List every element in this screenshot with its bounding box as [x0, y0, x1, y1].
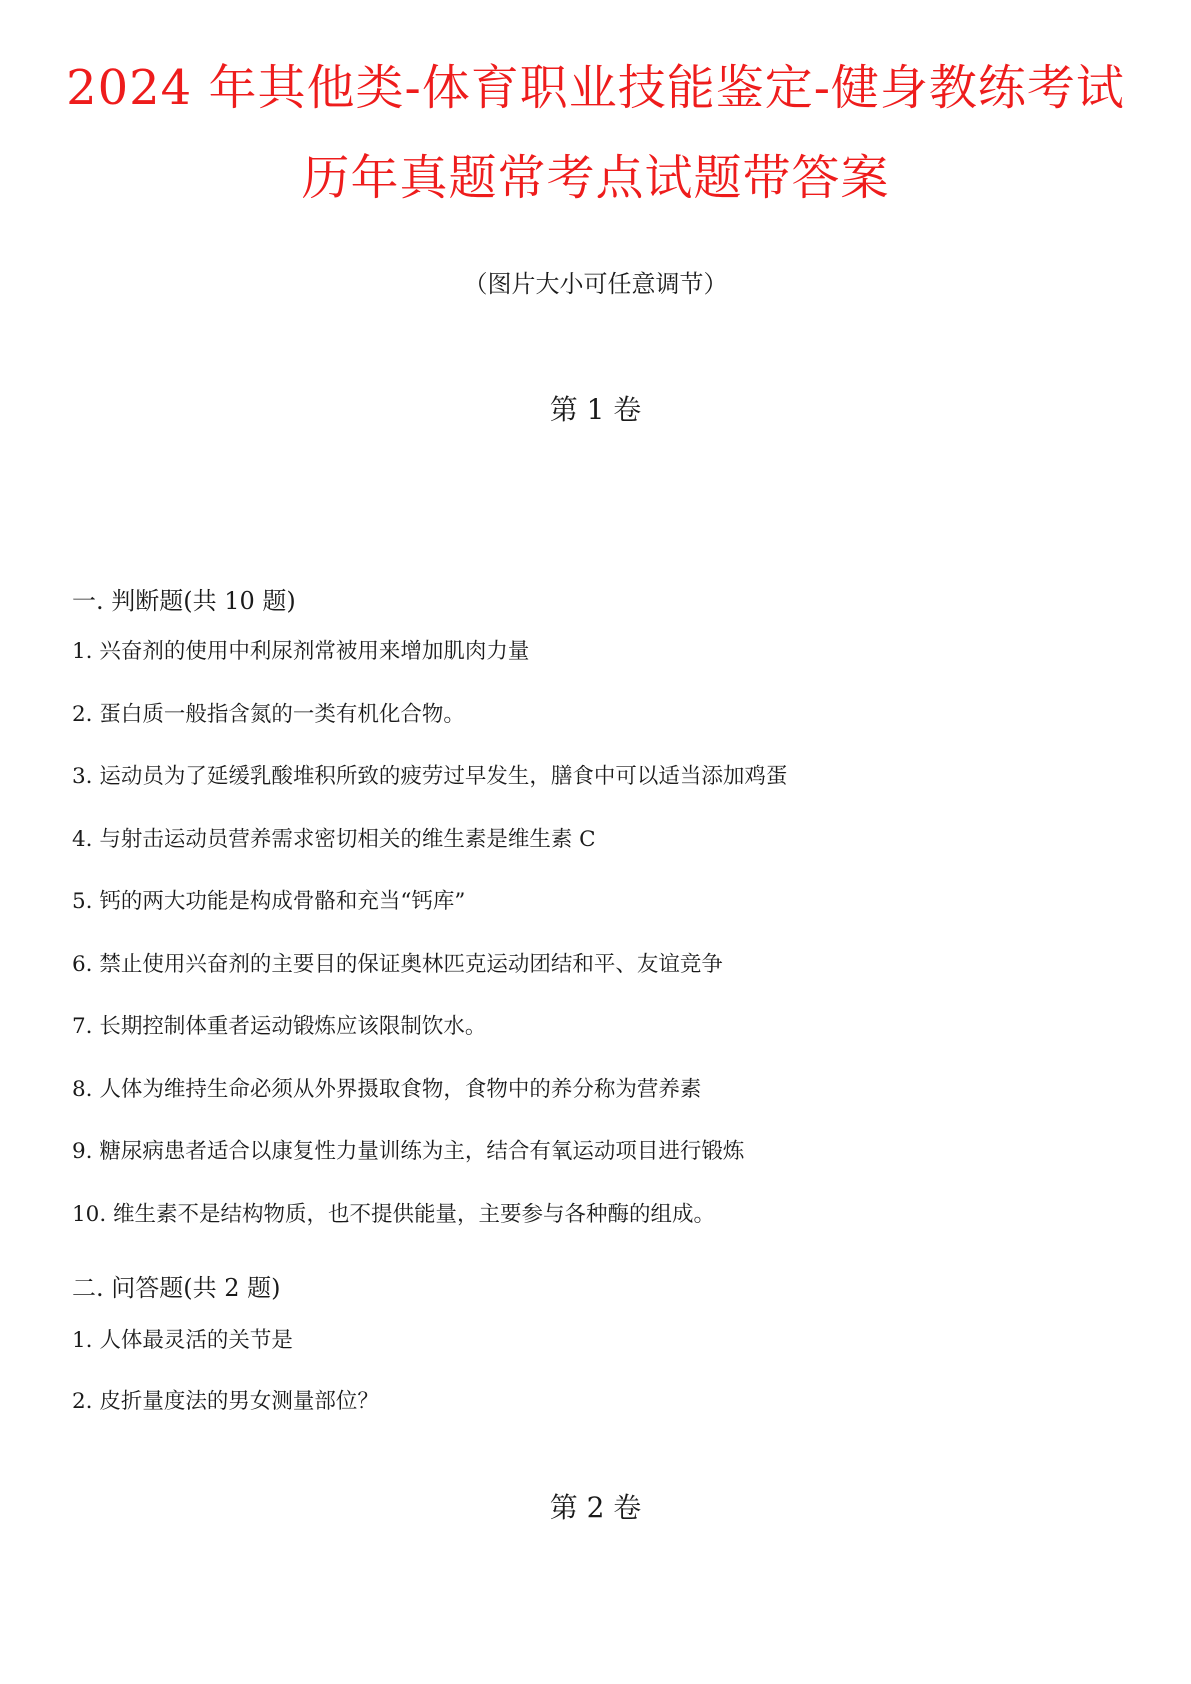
section-heading-true-false: 一. 判断题(共 10 题) [72, 587, 296, 615]
document-title-line-1: 2024 年其他类-体育职业技能鉴定-健身教练考试 [66, 60, 1125, 116]
section-heading-short-answer: 二. 问答题(共 2 题) [72, 1274, 281, 1302]
question-item: 5. 钙的两大功能是构成骨骼和充当“钙库” [72, 889, 466, 914]
document-title-line-2: 历年真题常考点试题带答案 [301, 150, 890, 206]
short-answer-question-list [72, 1326, 1132, 1417]
short-answer-section [72, 1272, 1132, 1448]
question-item: 2. 皮折量度法的男女测量部位？ [72, 1389, 379, 1414]
question-item: 8. 人体为维持生命必须从外界摄取食物，食物中的养分称为营养素 [72, 1076, 702, 1102]
question-item: 1. 人体最灵活的关节是 [72, 1328, 293, 1353]
question-item: 4. 与射击运动员营养需求密切相关的维生素是维生素 C [72, 826, 596, 852]
question-item: 3. 运动员为了延缓乳酸堆积所致的疲劳过早发生，膳食中可以适当添加鸡蛋 [72, 764, 788, 789]
question-item: 6. 禁止使用兴奋剂的主要目的保证奥林匹克运动团结和平、友谊竞争 [72, 951, 723, 977]
question-item: 10. 维生素不是结构物质，也不提供能量，主要参与各种酶的组成。 [72, 1201, 716, 1227]
volume-1-heading: 第 1 卷 [549, 393, 642, 426]
question-item: 1. 兴奋剂的使用中利尿剂常被用来增加肌肉力量 [72, 639, 530, 664]
question-item: 9. 糖尿病患者适合以康复性力量训练为主，结合有氧运动项目进行锻炼 [72, 1139, 745, 1164]
true-false-section [72, 585, 1132, 1262]
question-item: 2. 蛋白质一般指含氮的一类有机化合物。 [72, 701, 465, 727]
question-item: 7. 长期控制体重者运动锻炼应该限制饮水。 [72, 1014, 487, 1039]
true-false-question-list [72, 637, 1132, 1230]
document-subtitle: （图片大小可任意调节） [463, 270, 728, 298]
volume-2-heading: 第 2 卷 [549, 1491, 642, 1524]
